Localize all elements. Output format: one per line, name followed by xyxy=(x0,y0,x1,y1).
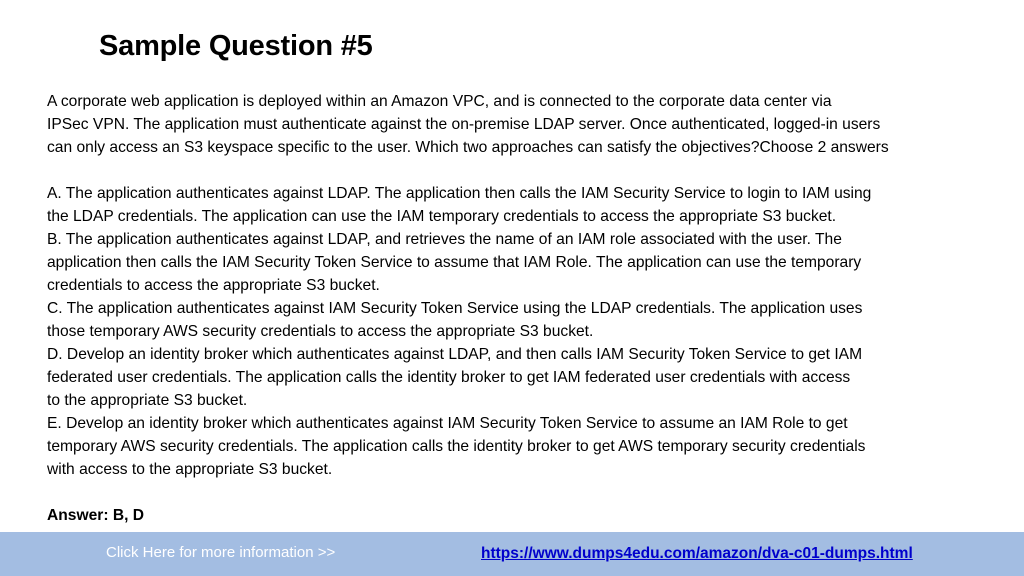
question-body xyxy=(47,90,987,527)
option-e-line: with access to the appropriate S3 bucket. xyxy=(47,461,333,478)
option-e-line: temporary AWS security credentials. The application calls the identity broker to get AWS temporary security credentials xyxy=(47,438,866,455)
option-a-line: A. The application authenticates against LDAP. The application then calls the IAM Security Service to login to IAM using xyxy=(47,185,872,202)
question-line: can only access an S3 keyspace specific to the user. Which two approaches can satisfy the objectives?Choose 2 answers xyxy=(47,139,889,156)
option-a-line: the LDAP credentials. The application can use the IAM temporary credentials to access the appropriate S3 bucket. xyxy=(47,208,837,225)
dumps-url-link[interactable]: https://www.dumps4edu.com/amazon/dva-c01-dumps.html xyxy=(481,545,913,562)
answer-text: Answer: B, D xyxy=(47,507,145,524)
question-line: IPSec VPN. The application must authenticate against the on-premise LDAP server. Once authenticated, logged-in users xyxy=(47,116,881,133)
spacer xyxy=(47,159,987,182)
option-c-line: those temporary AWS security credentials to access the appropriate S3 bucket. xyxy=(47,323,594,340)
option-d-line: D. Develop an identity broker which authenticates against LDAP, and then calls IAM Security Token Service to get IAM xyxy=(47,346,863,363)
spacer xyxy=(47,481,987,504)
option-b-line: B. The application authenticates against LDAP, and retrieves the name of an IAM role associated with the user. The xyxy=(47,231,842,248)
option-d-line: federated user credentials. The application calls the identity broker to get IAM federated user credentials with access xyxy=(47,369,851,386)
more-info-link[interactable]: Click Here for more information >> xyxy=(106,544,336,561)
option-e-line: E. Develop an identity broker which authenticates against IAM Security Token Service to assume an IAM Role to get xyxy=(47,415,848,432)
option-b-line: application then calls the IAM Security Token Service to assume that IAM Role. The application can use the temporary xyxy=(47,254,862,271)
slide-title: Sample Question #5 xyxy=(99,30,373,62)
option-d-line: to the appropriate S3 bucket. xyxy=(47,392,248,409)
option-b-line: credentials to access the appropriate S3 bucket. xyxy=(47,277,380,294)
option-c-line: C. The application authenticates against IAM Security Token Service using the LDAP credentials. The application uses xyxy=(47,300,863,317)
footer-bar xyxy=(0,532,1024,576)
question-line: A corporate web application is deployed within an Amazon VPC, and is connected to the corporate data center via xyxy=(47,93,832,110)
